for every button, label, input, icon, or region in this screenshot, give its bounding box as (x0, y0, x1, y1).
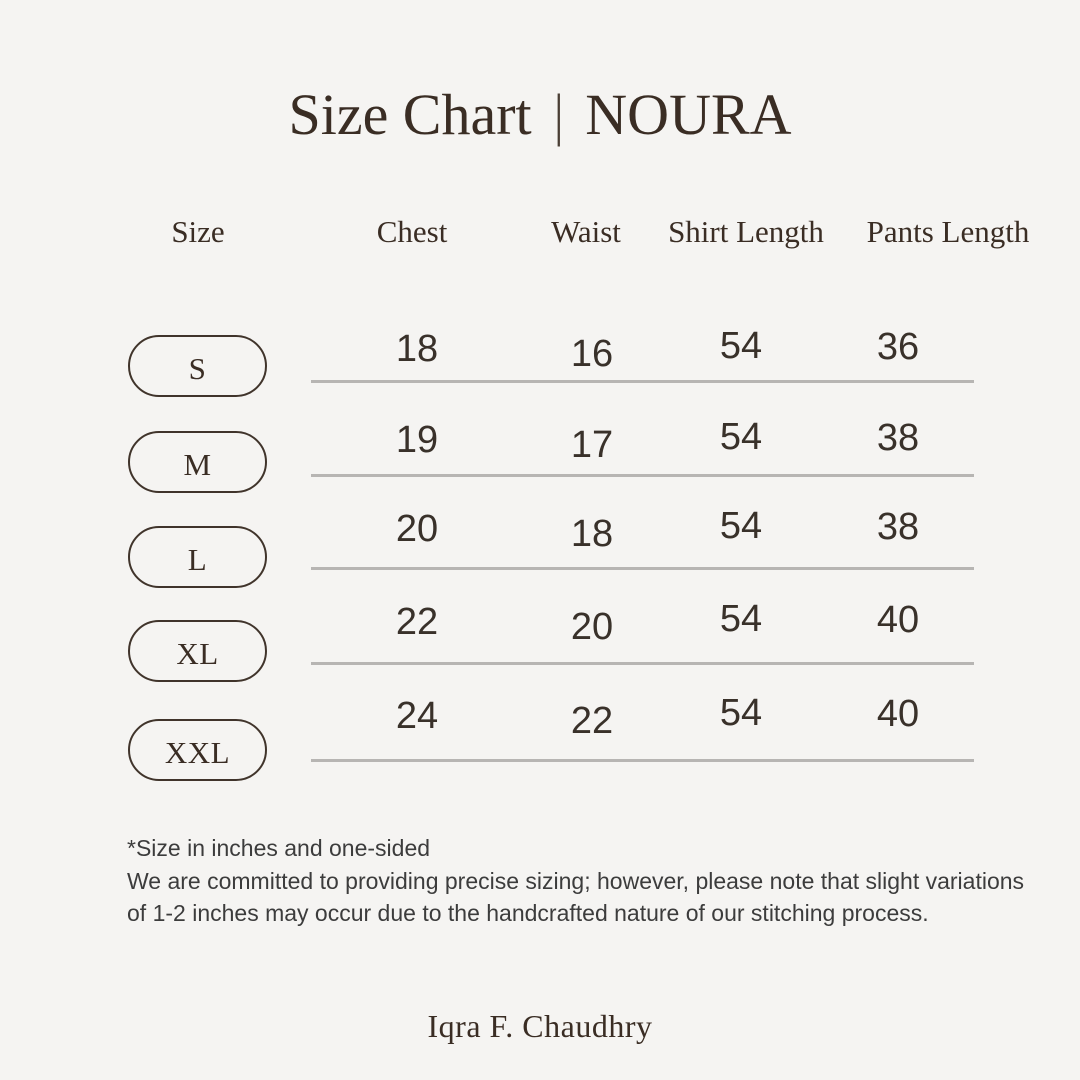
table-cell: 54 (719, 692, 763, 734)
row-divider (311, 759, 974, 762)
table-cell: 38 (876, 417, 920, 459)
note-units: *Size in inches and one-sided (127, 835, 431, 861)
row-divider (311, 662, 974, 665)
table-cell: 40 (876, 599, 920, 641)
table-cell: 24 (395, 695, 439, 737)
table-cell: 54 (719, 416, 763, 458)
row-divider (311, 380, 974, 383)
size-badge-xl (128, 620, 267, 682)
row-divider (311, 474, 974, 477)
size-badge-xxl (128, 719, 267, 781)
page-title (0, 82, 1080, 148)
table-cell: 54 (719, 325, 763, 367)
table-cell: 18 (570, 513, 614, 555)
table-cell: 18 (395, 328, 439, 370)
size-notes (127, 832, 1032, 930)
table-cell: 22 (570, 700, 614, 742)
table-cell: 17 (570, 424, 614, 466)
table-cell: 54 (719, 598, 763, 640)
table-cell: 38 (876, 506, 920, 548)
size-badge-label: M (183, 446, 212, 482)
table-cell: 40 (876, 693, 920, 735)
table-cell: 20 (395, 508, 439, 550)
size-badge-label: L (187, 541, 208, 577)
column-header-size: Size (171, 214, 225, 249)
table-cell: 36 (876, 326, 920, 368)
table-cell: 20 (570, 606, 614, 648)
column-header-pants-length: Pants Length (866, 214, 1030, 249)
title-brand: NOURA (585, 82, 792, 147)
brand-signature: Iqra F. Chaudhry (427, 1008, 653, 1044)
table-cell: 54 (719, 505, 763, 547)
size-badge-m (128, 431, 267, 493)
size-badge-s (128, 335, 267, 397)
column-header-shirt-length: Shirt Length (668, 214, 824, 249)
size-badge-label: S (188, 350, 207, 386)
size-badge-l (128, 526, 267, 588)
title-divider: | (553, 82, 564, 147)
size-badge-label: XL (176, 635, 219, 671)
table-cell: 22 (395, 601, 439, 643)
table-cell: 19 (395, 419, 439, 461)
row-divider (311, 567, 974, 570)
note-disclaimer: We are committed to providing precise sizing; however, please note that slight variations of 1-2 inches may occur due to the handcrafted nature of our stitching process. (127, 867, 1025, 926)
column-header-waist: Waist (551, 214, 621, 249)
table-cell: 16 (570, 333, 614, 375)
title-product: Size Chart (288, 82, 532, 147)
size-badge-label: XXL (164, 734, 231, 770)
column-header-chest: Chest (376, 214, 448, 249)
